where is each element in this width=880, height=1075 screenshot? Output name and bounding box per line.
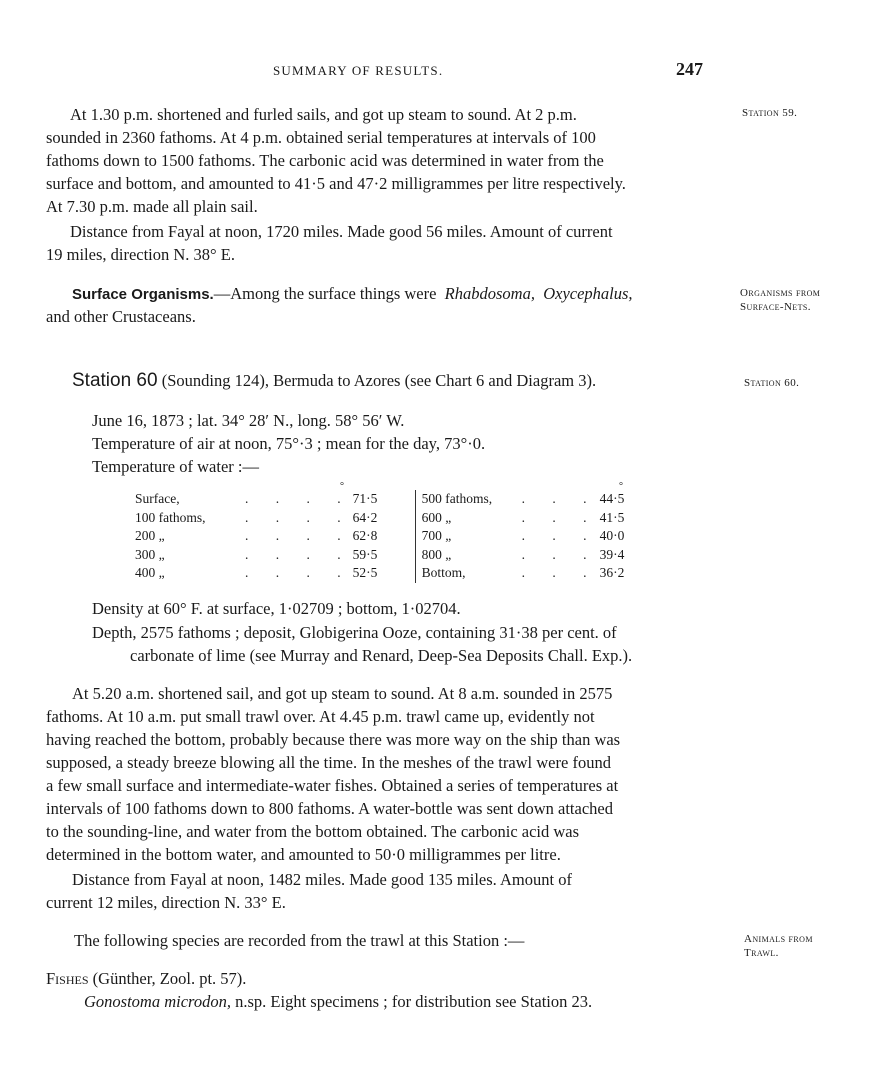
temp-depth-left: 200 „ [135, 528, 165, 544]
page-number: 247 [676, 59, 703, 79]
column-divider [403, 490, 416, 509]
temp-value-left: 64·2 [352, 509, 378, 525]
running-title: SUMMARY OF RESULTS. [273, 63, 444, 78]
column-divider [403, 546, 416, 565]
leader-dots: . . . . [245, 491, 353, 507]
surface-organisms-line-1 [72, 282, 633, 306]
density-line: Density at 60° F. at surface, 1·02709 ; bottom, 1·02704. [92, 599, 461, 618]
leader-dots: . . . [521, 509, 599, 525]
temperature-row [135, 509, 640, 528]
temp-depth-left: 100 fathoms, [135, 509, 206, 525]
s59-p2-line-2: 19 miles, direction N. 38° E. [46, 245, 235, 264]
species-intro-line: The following species are recorded from the trawl at this Station :— [74, 931, 525, 950]
surface-organisms-heading: Surface Organisms. [72, 286, 214, 303]
column-divider [403, 564, 416, 583]
leader-dots: . . . [521, 528, 599, 544]
degree-mark-left: ° [340, 481, 344, 492]
temp-value-left: 62·8 [352, 528, 378, 544]
column-divider [403, 527, 416, 546]
side-label-station-59: Station 59. [742, 107, 798, 119]
temp-depth-left: 300 „ [135, 546, 165, 562]
s60-p3-line-2: fathoms. At 10 a.m. put small trawl over. At 4.45 p.m. trawl came up, evidently not [46, 707, 595, 726]
temp-value-right: 36·2 [599, 565, 625, 581]
leader-dots: . . . [521, 565, 599, 581]
temp-value-right: 39·4 [599, 546, 625, 562]
species-name: Gonostoma microdon, [84, 992, 231, 1011]
s60-p3-line-5: a few small surface and intermediate-water fishes. Obtained a series of temperatures at [46, 776, 619, 795]
surface-organisms-line-2: and other Crustaceans. [46, 307, 196, 326]
temp-value-right: 44·5 [599, 491, 625, 507]
fishes-heading-line [46, 967, 246, 990]
station-60-title-rest: (Sounding 124), Bermuda to Azores (see Chart 6 and Diagram 3). [161, 371, 597, 390]
s59-p1-line-2: sounded in 2360 fathoms. At 4 p.m. obtained serial temperatures at intervals of 100 [46, 128, 596, 147]
leader-dots: . . . . [245, 528, 353, 544]
temp-depth-right: 700 „ [421, 528, 452, 544]
side-label-animals-2: Trawl. [744, 947, 779, 959]
water-temperature-table [135, 490, 640, 583]
s60-p4-line-2: current 12 miles, direction N. 33° E. [46, 893, 286, 912]
s59-p1-line-1: At 1.30 p.m. shortened and furled sails, and got up steam to sound. At 2 p.m. [70, 105, 577, 124]
temp-value-right: 41·5 [599, 509, 625, 525]
station-60-title: Station 60 [72, 370, 158, 391]
s59-p2-line-1: Distance from Fayal at noon, 1720 miles. Made good 56 miles. Amount of current [70, 222, 613, 241]
depth-line-2: carbonate of lime (see Murray and Renard, Deep-Sea Deposits Chall. Exp.). [130, 646, 633, 665]
s60-p3-line-3: having reached the bottom, probably because there was more way on the ship than was [46, 730, 621, 749]
s60-p4-line-1: Distance from Fayal at noon, 1482 miles. Made good 135 miles. Amount of [72, 870, 572, 889]
temp-value-right: 40·0 [599, 528, 625, 544]
fishes-reference: (Günther, Zool. pt. 57). [92, 969, 247, 988]
s59-p1-line-4: surface and bottom, and amounted to 41·5 and 47·2 milligrammes per litre respectively. [46, 174, 626, 193]
s59-p1-line-3: fathoms down to 1500 fathoms. The carbonic acid was determined in water from the [46, 151, 604, 170]
s60-p3-line-6: intervals of 100 fathoms down to 800 fathoms. A water-bottle was sent down attached [46, 799, 613, 818]
leader-dots: . . . [521, 546, 599, 562]
temperature-row [135, 564, 640, 583]
side-label-station-60: Station 60. [744, 377, 800, 389]
degree-mark-right: ° [619, 481, 623, 492]
leader-dots: . . . . [245, 546, 353, 562]
species-oxycephalus: Oxycephalus, [543, 284, 633, 303]
temp-value-left: 52·5 [352, 565, 378, 581]
leader-dots: . . . . [245, 509, 353, 525]
s60-p3-line-1: At 5.20 a.m. shortened sail, and got up steam to sound. At 8 a.m. sounded in 2575 [72, 684, 613, 703]
temp-depth-right: Bottom, [421, 565, 466, 581]
temp-depth-right: 500 fathoms, [421, 491, 493, 507]
temp-depth-left: 400 „ [135, 565, 165, 581]
temp-depth-left: Surface, [135, 491, 180, 507]
temp-value-left: 71·5 [352, 491, 378, 507]
temperature-row [135, 546, 640, 565]
column-divider [403, 509, 416, 528]
s60-p3-line-8: determined in the bottom water, and amounted to 50·0 milligrammes per litre. [46, 845, 561, 864]
species-rhabdosoma: Rhabdosoma, [444, 284, 535, 303]
water-temperature-heading: Temperature of water :— [92, 457, 259, 476]
station-60-heading [72, 370, 596, 392]
air-temperature-line: Temperature of air at noon, 75°·3 ; mean for the day, 73°·0. [92, 434, 486, 453]
date-line: June 16, 1873 ; lat. 34° 28′ N., long. 58° 56′ W. [92, 411, 405, 430]
temperature-row [135, 527, 640, 546]
species-entry [84, 990, 592, 1013]
s60-p3-line-7: to the sounding-line, and water from the bottom obtained. The carbonic acid was [46, 822, 580, 841]
species-description: n.sp. Eight specimens ; for distribution see Station 23. [235, 992, 593, 1011]
s59-p1-line-5: At 7.30 p.m. made all plain sail. [46, 197, 258, 216]
temp-value-left: 59·5 [352, 546, 378, 562]
s60-p3-line-4: supposed, a steady breeze blowing all the time. In the meshes of the trawl were found [46, 753, 611, 772]
side-label-organisms-2: Surface-Nets. [740, 301, 811, 313]
depth-line-1: Depth, 2575 fathoms ; deposit, Globigerina Ooze, containing 31·38 per cent. of [92, 623, 617, 642]
surface-organisms-text: —Among the surface things were [213, 284, 437, 303]
leader-dots: . . . [521, 491, 599, 507]
fishes-heading: Fishes [46, 969, 89, 988]
temperature-row [135, 490, 640, 509]
leader-dots: . . . . [245, 565, 353, 581]
temp-depth-right: 600 „ [421, 509, 452, 525]
side-label-animals-1: Animals from [744, 933, 813, 945]
side-label-organisms-1: Organisms from [740, 287, 821, 299]
temp-depth-right: 800 „ [421, 546, 452, 562]
